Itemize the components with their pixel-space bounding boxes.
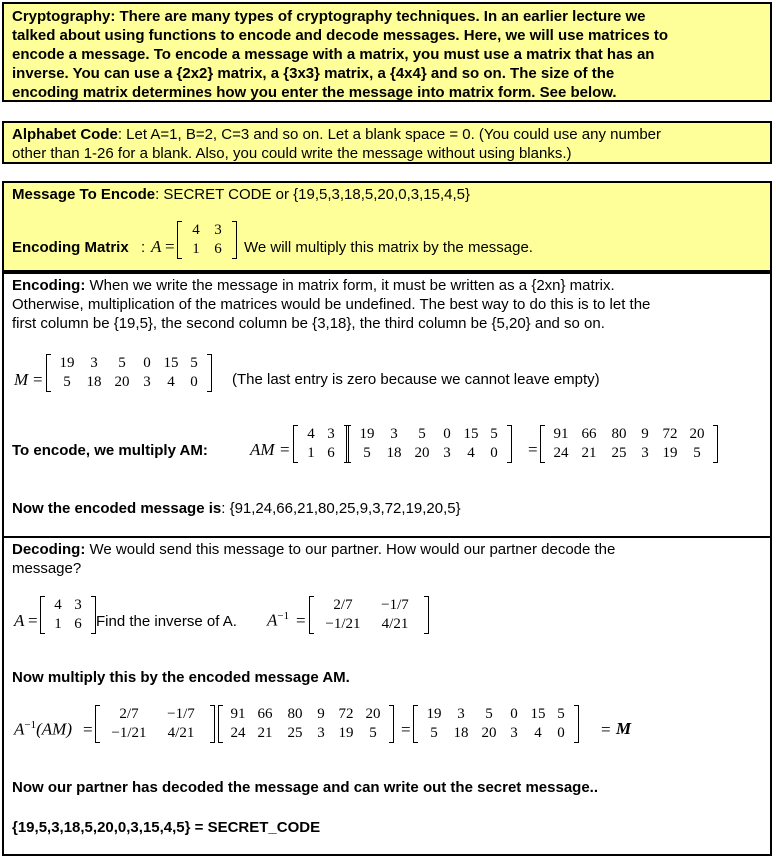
am-symbol: AM [250, 440, 275, 459]
equals-sign: = [528, 440, 538, 459]
matrix-cell: 5 [363, 445, 371, 461]
matrix-cell: 3 [457, 706, 465, 722]
alphabet-line-2: other than 1-26 for a blank. Also, you could write the message without using blanks.) [12, 145, 572, 162]
encoding-line-2: Otherwise, multiplication of the matrices would be undefined. The best way to do this is to let the [12, 296, 651, 313]
matrix-cell: 4 [54, 597, 62, 613]
final-text: {19,5,3,18,5,20,0,3,15,4,5} = SECRET_CODE [12, 819, 321, 836]
matrix-cell: −1/7 [167, 706, 195, 722]
matrix-cell: 19 [359, 426, 375, 442]
matrix-m-note: (The last entry is zero because we cannot leave empty) [232, 371, 600, 388]
matrix-cell: 20 [689, 426, 705, 442]
matrix-cell: 5 [557, 706, 565, 722]
encoded-label: Now the encoded message is [12, 500, 222, 517]
equals-sign: = [280, 440, 290, 459]
message-box [2, 181, 772, 272]
matrix-cell: 4 [192, 222, 200, 238]
message-line [12, 185, 470, 204]
alphabet-line-1 [12, 125, 661, 144]
matrix-cell: 5 [490, 426, 498, 442]
matrix-cell: 5 [430, 725, 438, 741]
matrix-cell: 1 [54, 616, 62, 632]
matrix-cell: 0 [443, 426, 451, 442]
matrix-cell: 0 [190, 374, 198, 390]
matrix-a [177, 221, 237, 259]
matrix-cell: 9 [641, 426, 649, 442]
matrix-cell: 4 [167, 374, 175, 390]
matrix-cell: 5 [485, 706, 493, 722]
alphabet-box [2, 121, 772, 164]
matrix-cell: 5 [693, 445, 701, 461]
matrix-cell: 6 [214, 241, 222, 257]
matrix-cell: 4 [307, 426, 315, 442]
matrix-cell: 4/21 [167, 725, 195, 741]
matrix-cell: 3 [317, 725, 325, 741]
product-lhs-rest: (AM) [36, 719, 72, 739]
matrix-cell: 72 [662, 426, 678, 442]
encoding-matrix-note: We will multiply this matrix by the message. [244, 239, 533, 256]
matrix-cell: 15 [163, 355, 179, 371]
matrix-cell: 15 [463, 426, 479, 442]
matrix-cell: 5 [418, 426, 426, 442]
matrix-cell: 0 [143, 355, 151, 371]
matrix-cell: 19 [59, 355, 75, 371]
matrix-cell: 21 [581, 445, 597, 461]
matrix-cell: 0 [557, 725, 565, 741]
matrix-cell: 25 [287, 725, 303, 741]
matrix-m [346, 425, 512, 463]
matrix-cell: 18 [453, 725, 469, 741]
intro-line: inverse. You can use a {2x2} matrix, a {3x3} matrix, a {4x4} and so on. The size of the [12, 65, 615, 82]
am-label: To encode, we multiply AM: [12, 442, 208, 459]
matrix-cell: 20 [114, 374, 130, 390]
matrix-cell: 66 [257, 706, 273, 722]
matrix-cell: 3 [641, 445, 649, 461]
matrix-cell: 3 [74, 597, 82, 613]
matrix-cell: 15 [530, 706, 546, 722]
intro-line: encode a message. To encode a message with a matrix, you must use a matrix that has an [12, 46, 655, 63]
alphabet-text-1: : Let A=1, B=2, C=3 and so on. Let a blank space = 0. (You could use any number [117, 126, 662, 143]
matrix-cell: 3 [390, 426, 398, 442]
matrix-cell: 20 [365, 706, 381, 722]
matrix-cell: 4 [534, 725, 542, 741]
intro-line: Cryptography: There are many types of cryptography techniques. In an earlier lecture we [12, 8, 646, 25]
matrix-m [46, 354, 212, 392]
matrix-cell: 80 [287, 706, 303, 722]
encoding-line-3: first column be {19,5}, the second column be {3,18}, the third column be {5,20} and so on. [12, 315, 605, 332]
colon: : [141, 239, 146, 256]
matrix-cell: 19 [662, 445, 678, 461]
matrix-a [293, 425, 349, 463]
intro-line: talked about using functions to encode and decode messages. Here, we will use matrices to [12, 27, 669, 44]
matrix-a-symbol: A [151, 237, 162, 256]
equals-sign: = [401, 720, 411, 739]
matrix-cell: 2/7 [119, 706, 139, 722]
matrix-cell: 2/7 [333, 597, 353, 613]
matrix-cell: 18 [86, 374, 102, 390]
matrix-cell: 20 [414, 445, 430, 461]
equals-sign: = [165, 237, 175, 256]
matrix-cell: 18 [386, 445, 402, 461]
inverse-exp: −1 [277, 610, 290, 622]
matrix-cell: 5 [63, 374, 71, 390]
equals-sign: = [296, 611, 306, 630]
equals-sign: = [601, 720, 611, 739]
matrix-cell: 3 [443, 445, 451, 461]
encoded-text: : {91,24,66,21,80,25,9,3,72,19,20,5} [221, 500, 461, 517]
encoding-line-1 [12, 276, 615, 295]
matrix-cell: 5 [118, 355, 126, 371]
matrix-cell: 19 [338, 725, 354, 741]
matrix-cell: 3 [90, 355, 98, 371]
matrix-cell: 6 [74, 616, 82, 632]
decoded-text: Now our partner has decoded the message and can write out the secret message.. [12, 779, 599, 796]
matrix-cell: −1/21 [325, 616, 361, 632]
alphabet-label: Alphabet Code [12, 126, 118, 143]
encoded-message-line [12, 499, 461, 518]
matrix-cell: 91 [230, 706, 246, 722]
product-lhs-exp: −1 [24, 719, 37, 731]
inverse-symbol-base: A [267, 610, 278, 630]
matrix-cell: 3 [214, 222, 222, 238]
equals-sign: = [28, 611, 38, 630]
multiply-text: Now multiply this by the encoded message AM. [12, 669, 350, 686]
matrix-cell: 91 [553, 426, 569, 442]
decoding-line-2: message? [12, 560, 82, 577]
matrix-cell: 5 [369, 725, 377, 741]
matrix-cell: 0 [490, 445, 498, 461]
matrix-a-inverse [309, 596, 429, 634]
matrix-am [218, 705, 394, 743]
encoding-box [2, 272, 772, 538]
decoding-line-1 [12, 540, 615, 559]
message-label: Message To Encode [12, 186, 156, 203]
matrix-cell: 4/21 [381, 616, 409, 632]
matrix-cell: 24 [553, 445, 569, 461]
matrix-cell: 25 [611, 445, 627, 461]
matrix-cell: 19 [426, 706, 442, 722]
matrix-cell: 4 [467, 445, 475, 461]
matrix-cell: 20 [481, 725, 497, 741]
matrix-cell: 0 [510, 706, 518, 722]
matrix-cell: 6 [327, 445, 335, 461]
matrix-a-inverse [95, 705, 215, 743]
matrix-m [413, 705, 579, 743]
intro-box [2, 2, 772, 102]
matrix-cell: 21 [257, 725, 273, 741]
inverse-symbol [267, 610, 289, 631]
matrix-m-result: M [616, 719, 632, 738]
matrix-cell: −1/7 [381, 597, 409, 613]
message-text: : SECRET CODE or {19,5,3,18,5,20,0,3,15,4,5} [155, 186, 471, 203]
decoding-label: Decoding: [12, 541, 86, 558]
matrix-m-symbol: M [14, 370, 29, 389]
inverse-note: Find the inverse of A. [96, 613, 237, 630]
encoding-label: Encoding: [12, 277, 86, 294]
intro-line: encoding matrix determines how you enter the message into matrix form. See below. [12, 84, 617, 101]
matrix-a-symbol: A [14, 611, 25, 630]
matrix-a [40, 596, 96, 634]
matrix-cell: 80 [611, 426, 627, 442]
matrix-cell: −1/21 [111, 725, 147, 741]
matrix-cell: 9 [317, 706, 325, 722]
matrix-cell: 3 [510, 725, 518, 741]
matrix-cell: 5 [190, 355, 198, 371]
encoding-matrix-label: Encoding Matrix [12, 239, 129, 256]
matrix-am [540, 425, 718, 463]
matrix-cell: 3 [143, 374, 151, 390]
product-lhs-base: A [14, 719, 25, 739]
matrix-cell: 3 [327, 426, 335, 442]
decoding-box [2, 536, 772, 856]
encoding-text-1: When we write the message in matrix form, it must be written as a {2xn} matrix. [85, 277, 615, 294]
matrix-cell: 72 [338, 706, 354, 722]
matrix-cell: 1 [307, 445, 315, 461]
matrix-cell: 66 [581, 426, 597, 442]
equals-sign: = [83, 720, 93, 739]
matrix-cell: 24 [230, 725, 246, 741]
matrix-cell: 1 [192, 241, 200, 257]
product-lhs [14, 719, 72, 740]
decoding-text-1: We would send this message to our partner. How would our partner decode the [85, 541, 616, 558]
equals-sign: = [33, 370, 43, 389]
